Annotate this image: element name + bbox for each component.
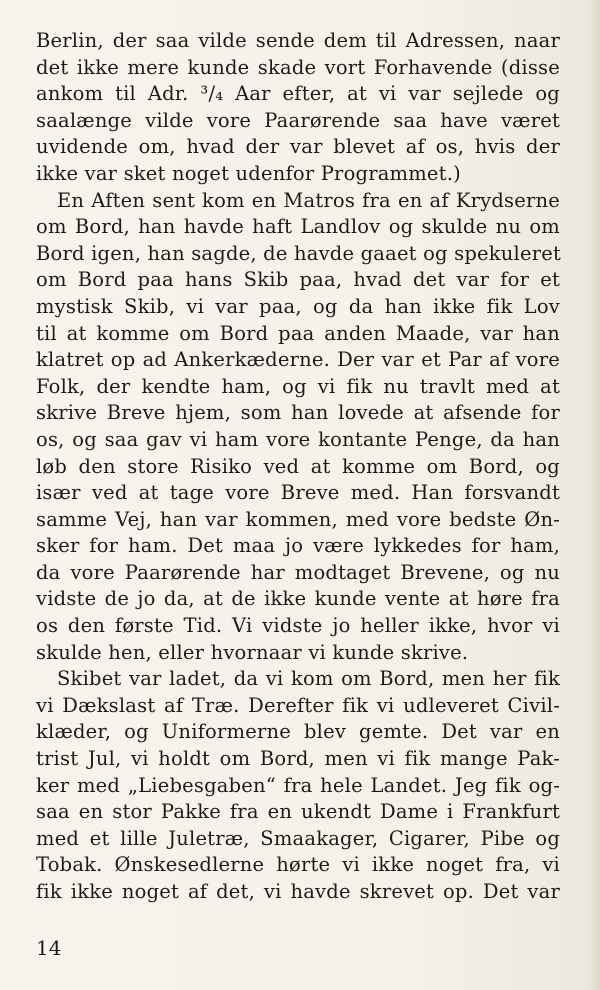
- text-line: Tobak. Ønskesedlerne hørte vi ikke noget fra, vi: [36, 853, 560, 877]
- text-line: uvidende om, hvad der var blevet af os, hvis der: [36, 135, 560, 159]
- text-line: skulde hen, eller hvornaar vi kunde skrive.: [36, 640, 469, 664]
- page-number: 14: [36, 936, 62, 960]
- text-line: til at komme om Bord paa anden Maade, var han: [36, 321, 560, 345]
- text-line: samme Vej, han var kommen, med vore bedste Øn-: [36, 507, 560, 531]
- text-line: sker for ham. Det maa jo være lykkedes for ham,: [36, 534, 560, 558]
- paragraph-3: [36, 666, 560, 905]
- text-line: trist Jul, vi holdt om Bord, men vi fik mange Pak-: [36, 747, 560, 771]
- text-line: klæder, og Uniformerne blev gemte. Det var en: [36, 720, 560, 744]
- text-line: ker med „Liebesgaben“ fra hele Landet. Jeg fik og-: [36, 773, 560, 797]
- text-line: fik ikke noget af det, vi havde skrevet op. Det var: [36, 880, 560, 903]
- text-line: Folk, der kendte ham, og vi fik nu travlt med at: [36, 374, 560, 398]
- text-line: vidste de jo da, at de ikke kunde vente at høre fra: [36, 587, 560, 611]
- text-line: ikke var sket noget udenfor Programmet.): [36, 161, 461, 185]
- text-line: om Bord, han havde haft Landlov og skulde nu om: [36, 215, 560, 239]
- text-line: mystisk Skib, vi var paa, og da han ikke fik Lov: [36, 294, 560, 318]
- text-line: klatret op ad Ankerkæderne. Der var et Par af vore: [36, 348, 560, 372]
- text-line: ankom til Adr. ³/₄ Aar efter, at vi var sejlede og: [36, 82, 560, 106]
- text-line: især ved at tage vore Breve med. Han forsvandt: [36, 481, 560, 505]
- text-line: vi Dækslast af Træ. Derefter fik vi udleveret Civil-: [36, 693, 560, 717]
- text-line: Skibet var ladet, da vi kom om Bord, men her fik: [57, 667, 560, 691]
- text-line: os den første Tid. Vi vidste jo heller ikke, hvor vi: [36, 614, 560, 638]
- text-line: Berlin, der saa vilde sende dem til Adressen, naar: [36, 29, 560, 52]
- text-line: En Aften sent kom en Matros fra en af Krydserne: [57, 188, 560, 212]
- paragraph-1: [36, 28, 560, 188]
- text-line: saa en stor Pakke fra en ukendt Dame i Frankfurt: [36, 800, 560, 824]
- text-line: Bord igen, han sagde, de havde gaaet og spekuleret: [36, 241, 562, 265]
- text-line: løb den store Risiko ved at komme om Bord, og: [36, 454, 560, 478]
- text-line: saalænge vilde vore Paarørende saa have været: [36, 108, 560, 132]
- page-edge-shadow: [586, 0, 600, 990]
- text-line: da vore Paarørende har modtaget Brevene, og nu: [36, 560, 560, 584]
- body-text: [36, 28, 560, 906]
- text-line: skrive Breve hjem, som han lovede at afsende for: [36, 401, 560, 425]
- text-line: med et lille Juletræ, Smaakager, Cigarer, Pibe og: [36, 826, 560, 850]
- text-line: det ikke mere kunde skade vort Forhavende (disse: [36, 55, 560, 79]
- text-line: os, og saa gav vi ham vore kontante Penge, da han: [36, 427, 560, 451]
- text-line: om Bord paa hans Skib paa, hvad det var for et: [36, 268, 560, 292]
- paragraph-2: [36, 188, 560, 667]
